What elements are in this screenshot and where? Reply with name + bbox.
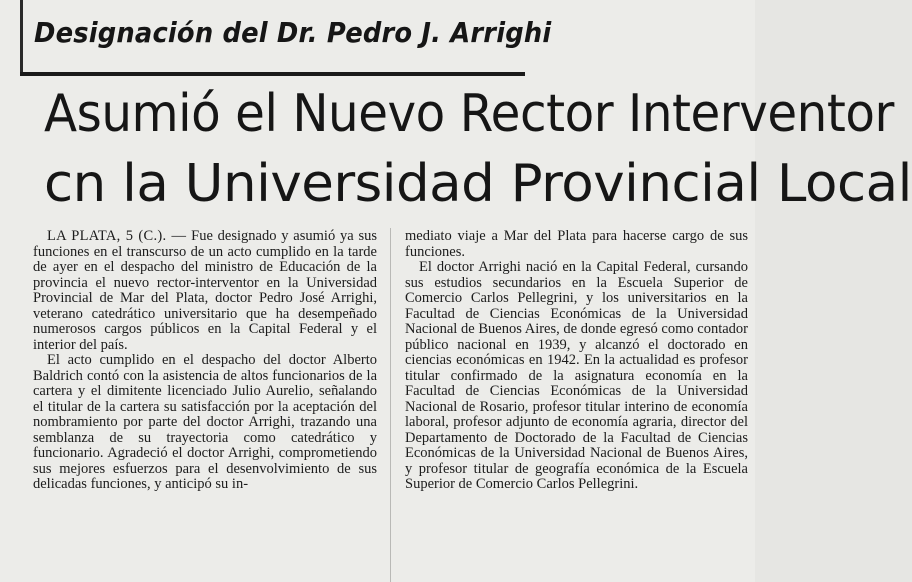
headline-line-1: Asumió el Nuevo Rector Interventor bbox=[44, 84, 894, 144]
paragraph-2: El acto cumplido en el despacho del doctor Alberto Baldrich contó con la asistencia de altos funcionarios de la cartera y el dimitente licenciado Julio Aurelio, señalando el titular de la cartera su satisfacción por la aceptación del nombramiento por parte del doctor Arrighi, trazando una semblanza de su trayectoria como catedrático y funcionario. Agradeció el doctor Arrighi, comprometiendo sus mejores esfuerzos para el desenvolvimiento de sus delicadas funciones, y anticipó su in- bbox=[33, 352, 377, 492]
kicker-underline-rule bbox=[20, 72, 525, 76]
paragraph-3: El doctor Arrighi nació en la Capital Federal, cursando sus estudios secundarios en la Escuela Superior de Comercio Carlos Pellegrini, y los universitarios en la Facultad de Ciencias Económicas de la Universidad Nacional de Buenos Aires, de donde egresó como contador público nacional en 1939, y alcanzó el doctorado en ciencias económicas en 1942. En la actualidad es profesor titular confirmado de la asignatura economía en la Facultad de Ciencias Económicas de la Universidad Nacional de Rosario, profesor titular interino de economía laboral, profesor adjunto de economía agraria, director del Departamento de Doctorado de la Facultad de Ciencias Económicas de la Universidad Nacional de Buenos Aires, y profesor titular de geografía económica de la Escuela Superior de Comercio Carlos Pellegrini. bbox=[405, 259, 748, 492]
article-column-right bbox=[405, 229, 748, 493]
paragraph-1 bbox=[33, 229, 377, 353]
article-column-left bbox=[33, 229, 377, 493]
column-rule-left bbox=[20, 0, 23, 76]
dateline: LA PLATA, 5 (C.). — bbox=[47, 228, 187, 244]
column-divider bbox=[390, 228, 391, 582]
headline-line-2: cn la Universidad Provincial Local bbox=[44, 154, 912, 214]
paragraph-continuation: mediato viaje a Mar del Plata para hacerse cargo de sus funciones. bbox=[405, 228, 748, 260]
paragraph-1-text: Fue designado y asumió ya sus funciones en el transcurso de un acto cumplido en la tarde de ayer en el despacho del ministro de Educación de la provincia el nuevo rector-interventor en la Universidad Provincial de Mar del Plata, doctor Pedro José Arrighi, veterano catedrático universitario que ha desempeñado numerosos cargos públicos en la Capital Federal y el interior del país. bbox=[33, 228, 378, 353]
kicker-title: Designación del Dr. Pedro J. Arrighi bbox=[34, 16, 552, 49]
